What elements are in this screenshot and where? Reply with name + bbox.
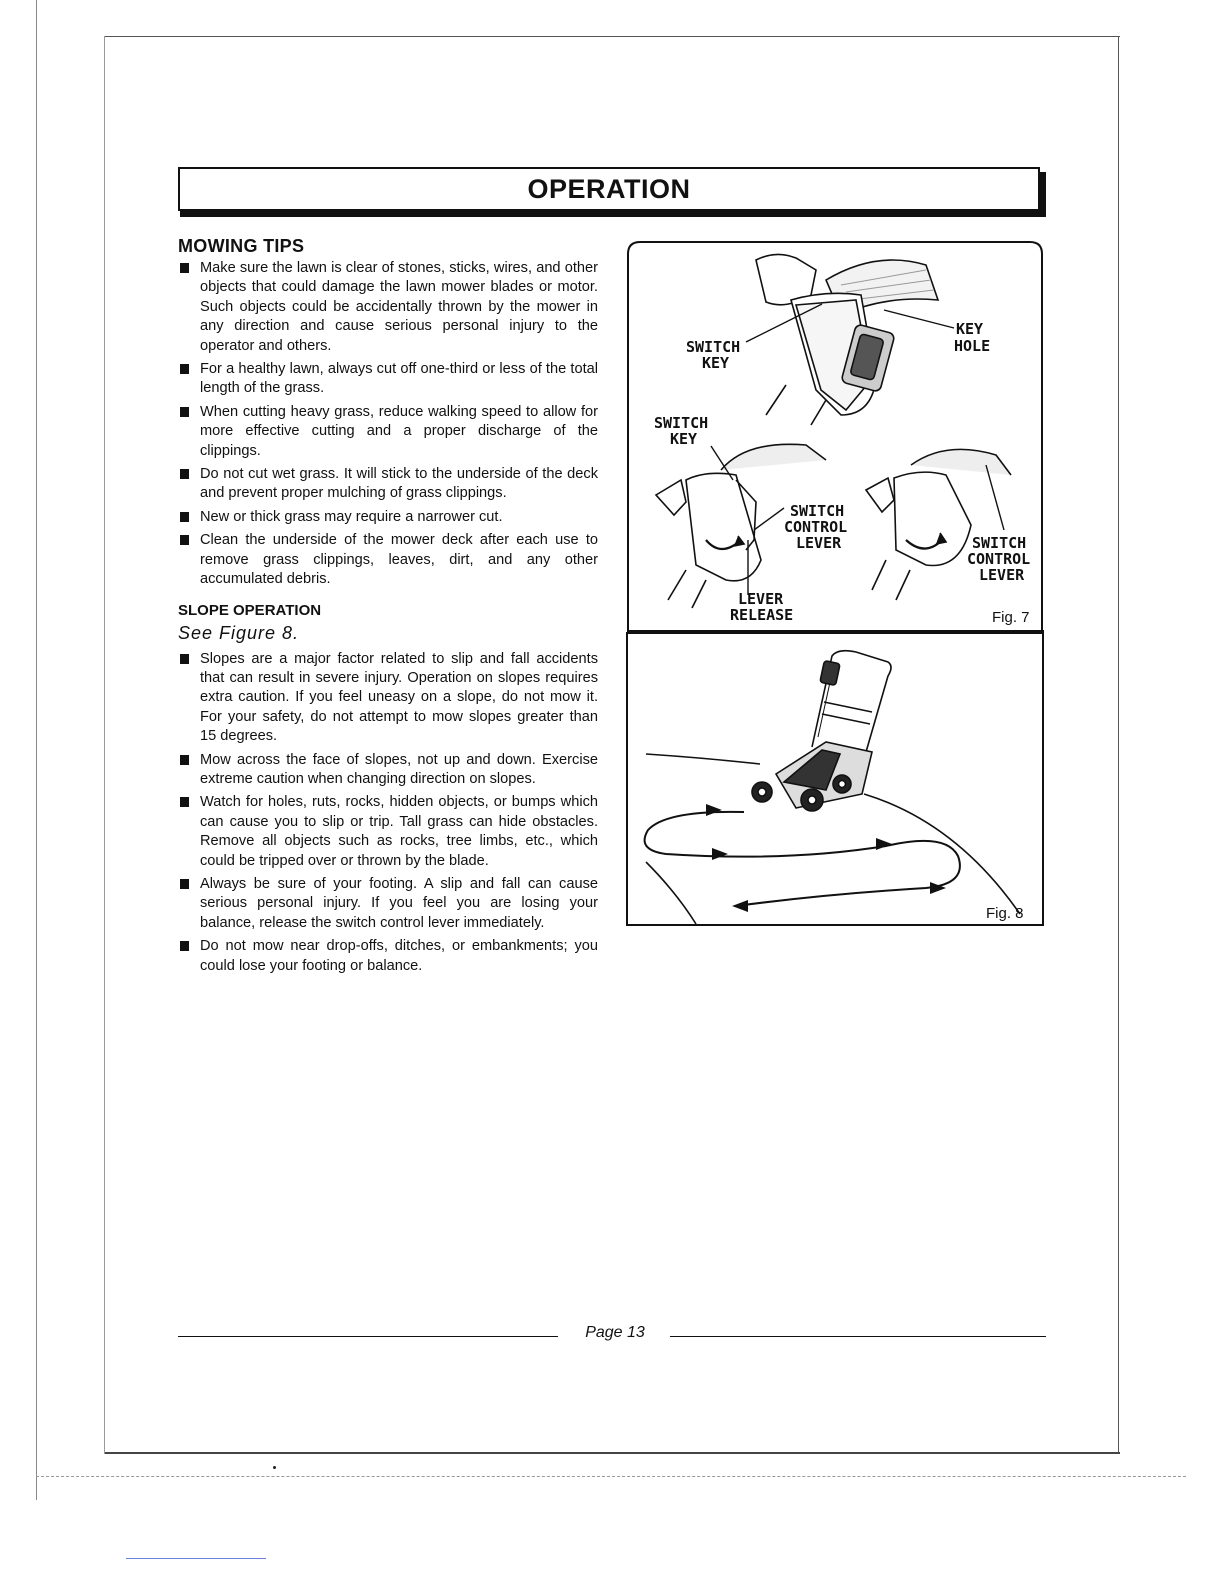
fig7-label: LEVER [979, 566, 1025, 584]
bullet-icon [180, 797, 189, 807]
text-column [178, 236, 598, 980]
fig7-label: RELEASE [730, 606, 794, 624]
list-item [178, 531, 598, 589]
switch-control-leader [754, 508, 784, 530]
list-item-text: Watch for holes, ruts, rocks, hidden objects, or bumps which can cause you to slip or trip. Tall grass can hide obstacles. Remove all objects such as rocks, tree limbs, etc., which could be tripped over or thrown by the blade. [200, 794, 598, 869]
page-border-top [104, 36, 1120, 37]
scan-artifact-line [36, 1476, 1186, 1477]
list-item-text: Do not cut wet grass. It will stick to the underside of the deck and prevent proper mulching of grass clippings. [200, 466, 598, 502]
fig7-label: SWITCH [790, 502, 845, 520]
list-item [178, 650, 598, 747]
fig7-label: KEY [956, 320, 984, 338]
footer-rule [178, 1336, 558, 1337]
bullet-icon [180, 407, 189, 417]
scan-artifact-blue-line [126, 1558, 266, 1559]
list-item-text: Always be sure of your footing. A slip and fall can cause serious personal injury. If you feel you are losing your balance, release the switch control lever immediately. [200, 875, 598, 931]
fig7-label: SWITCH [686, 338, 741, 356]
list-item [178, 508, 598, 527]
list-item-text: For a healthy lawn, always cut off one-third or less of the total length of the grass. [200, 361, 598, 397]
figure-7 [626, 240, 1044, 632]
list-item-text: Make sure the lawn is clear of stones, sticks, wires, and other objects that could damage the lawn mower blades or motor. Such objects could be accidentally thrown by the mower in any direction and cause serious personal injury to the operator and others. [200, 260, 598, 354]
page-number: Page 13 [585, 1324, 645, 1341]
key-hole-leader [884, 310, 954, 328]
fig7-caption: Fig. 7 [992, 609, 1030, 626]
bullet-icon [180, 654, 189, 664]
mowing-tips-list [178, 259, 598, 590]
page-border-right [1118, 36, 1119, 1454]
fig7-label: HOLE [954, 337, 991, 355]
bullet-icon [180, 535, 189, 545]
fig7-label: KEY [702, 354, 730, 372]
lawn-mower-illustration [752, 651, 891, 811]
fig7-label: CONTROL [967, 550, 1031, 568]
see-figure-reference: See Figure 8. [178, 622, 300, 643]
list-item [178, 360, 598, 399]
list-item [178, 465, 598, 504]
list-item [178, 875, 598, 933]
slope-operation-list [178, 650, 598, 977]
handle-switch-illustration [756, 254, 938, 425]
fig7-label: SWITCH [654, 414, 709, 432]
scan-artifact-dot [273, 1466, 276, 1469]
mowing-tips-heading: MOWING TIPS [178, 236, 305, 256]
fig8-caption: Fig. 8 [986, 905, 1024, 922]
list-item [178, 793, 598, 871]
bullet-icon [180, 364, 189, 374]
mowing-path [645, 812, 960, 906]
list-item-text: Clean the underside of the mower deck after each use to remove grass clippings, leaves, dirt, and any other accumulated debris. [200, 532, 598, 588]
bullet-icon [180, 512, 189, 522]
slope-edge-line [646, 754, 760, 764]
list-item-text: New or thick grass may require a narrower cut. [200, 508, 503, 525]
switch-control-leader [986, 465, 1004, 530]
fig7-label: LEVER [738, 590, 784, 608]
bullet-icon [180, 755, 189, 765]
fig7-label: LEVER [796, 534, 842, 552]
bullet-icon [180, 263, 189, 273]
list-item [178, 751, 598, 790]
slope-operation-heading: SLOPE OPERATION [178, 601, 322, 619]
figure-8 [626, 632, 1044, 926]
list-item [178, 259, 598, 356]
arrow-icon [876, 838, 892, 850]
scan-frame-line [36, 0, 37, 1500]
list-item [178, 403, 598, 461]
fig7-label: KEY [670, 430, 698, 448]
bullet-icon [180, 879, 189, 889]
list-item-text: Mow across the face of slopes, not up and down. Exercise extreme caution when changing direction on slopes. [200, 751, 598, 787]
fig7-label: CONTROL [784, 518, 848, 536]
slope-edge-line [864, 794, 1020, 914]
footer-rule [670, 1336, 1046, 1337]
slope-edge-line [646, 862, 696, 924]
list-item-text: Slopes are a major factor related to slip and fall accidents that can result in severe injury. Operation on slopes requires extra caution. If you feel uneasy on a slope, do not mow it. For your safety, do not attempt to mow slopes greater than 15 degrees. [200, 650, 598, 745]
header-shadow [180, 211, 1046, 217]
bullet-icon [180, 941, 189, 951]
page-title: OPERATION [527, 174, 691, 204]
bullet-icon [180, 469, 189, 479]
list-item-text: Do not mow near drop-offs, ditches, or embankments; you could lose your footing or balance. [200, 938, 598, 974]
page-border-left [104, 36, 105, 1454]
fig7-label: SWITCH [972, 534, 1027, 552]
page-border-bottom [104, 1452, 1120, 1454]
list-item [178, 937, 598, 976]
arrow-icon [712, 848, 728, 860]
arrow-icon [706, 804, 722, 816]
header-shadow [1040, 172, 1046, 217]
list-item-text: When cutting heavy grass, reduce walking speed to allow for more effective cutting and a proper discharge of the clippings. [200, 403, 598, 459]
arrow-icon [732, 900, 748, 912]
